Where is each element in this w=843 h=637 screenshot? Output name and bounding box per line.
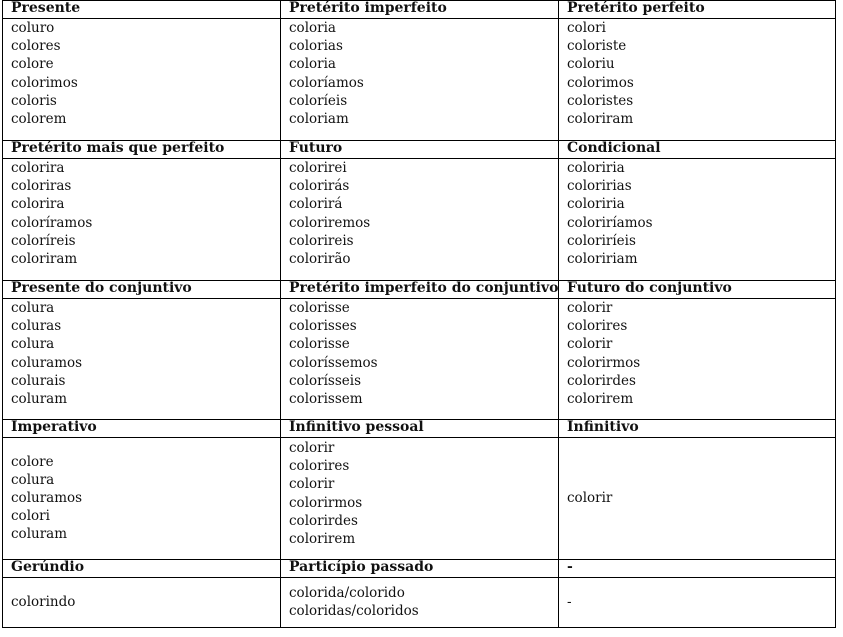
verb-form: colore [11,56,54,72]
verb-form: colorirei [289,160,347,176]
verb-form: colorir [289,476,335,492]
verb-form: colorias [289,38,343,54]
verb-form: colorirdes [567,373,636,389]
verb-form: coloríamos [289,75,364,91]
verb-form: colorirá [289,196,343,212]
verb-form: coloriremos [289,215,371,231]
verb-form: colorísseis [289,373,361,389]
verb-form: colorires [567,318,628,334]
verb-form: coloris [11,93,57,109]
verb-form: coluramos [11,355,83,371]
verb-form: colorir [567,336,613,352]
row-divider [2,158,836,159]
row-divider [2,298,836,299]
verb-form: coloríeis [289,93,348,109]
tense-header: Pretérito perfeito [567,0,705,16]
verb-form: colores [11,38,61,54]
verb-form: colorissem [289,391,363,407]
verb-form: colorirão [289,251,351,267]
verb-form: coloria [289,20,336,36]
verb-form: coloriríeis [567,233,636,249]
tense-header: Pretérito mais que perfeito [11,140,225,156]
verb-form: coloririas [567,178,632,194]
verb-form: colorirmos [289,495,363,511]
verb-form: colorira [11,196,65,212]
verb-form: colorida/colorido [289,585,405,601]
row-divider [2,437,836,438]
table-bottom-border [2,627,836,628]
verb-form: coloriste [567,38,627,54]
verb-form: coloriam [289,111,349,127]
verb-form: coloríreis [11,233,76,249]
tense-header: Pretérito imperfeito do conjuntivo [289,280,559,296]
tense-header: Pretérito imperfeito [289,0,447,16]
verb-form: coloristes [567,93,634,109]
verb-form: colura [11,472,55,488]
verb-form: coloria [289,56,336,72]
verb-form: colorirmos [567,355,641,371]
verb-form: coluram [11,391,68,407]
verb-form: colorir [567,300,613,316]
verb-form: colorisses [289,318,357,334]
column-divider [835,0,836,627]
verb-form: colorirdes [289,513,358,529]
verb-form: colura [11,300,55,316]
tense-header: Infinitivo [567,419,639,435]
verb-form: colorem [11,111,67,127]
tense-header: Condicional [567,140,661,156]
verb-form: - [567,594,572,610]
verb-form: colorimos [11,75,78,91]
verb-form: coluras [11,318,62,334]
row-divider [2,577,836,578]
verb-form: colorisse [289,300,350,316]
verb-form: colorirem [289,531,356,547]
verb-form: coloriram [567,111,634,127]
tense-header: Particípio passado [289,559,434,575]
verb-form: colorir [289,440,335,456]
verb-form: colorisse [289,336,350,352]
column-divider [558,0,559,627]
verb-form: colorira [11,160,65,176]
column-divider [2,0,3,627]
tense-header: Futuro [289,140,343,156]
verb-form: coloriria [567,196,625,212]
verb-form: coloriríamos [567,215,653,231]
tense-header: Futuro do conjuntivo [567,280,732,296]
verb-form: colore [11,454,54,470]
verb-form: coluramos [11,490,83,506]
verb-form: coloriu [567,56,615,72]
verb-form: colorimos [567,75,634,91]
row-divider [2,18,836,19]
verb-form: coloríramos [11,215,93,231]
verb-form: colori [567,20,606,36]
column-divider [280,0,281,627]
verb-form: coloriram [11,251,78,267]
verb-form: colorirás [289,178,350,194]
verb-form: colura [11,336,55,352]
verb-form: colorir [567,490,613,506]
verb-form: coloririam [567,251,638,267]
verb-form: colorirem [567,391,634,407]
tense-header: Presente do conjuntivo [11,280,192,296]
verb-form: colurais [11,373,66,389]
verb-form: coloriria [567,160,625,176]
tense-header: Infinitivo pessoal [289,419,424,435]
tense-header: Presente [11,0,81,16]
verb-form: colorires [289,458,350,474]
verb-form: coloridas/coloridos [289,603,419,619]
verb-form: coluram [11,526,68,542]
tense-header: Gerúndio [11,559,85,575]
verb-form: colorireis [289,233,354,249]
verb-form: colorindo [11,594,76,610]
tense-header: Imperativo [11,419,97,435]
verb-form: coluro [11,20,55,36]
verb-form: colori [11,508,50,524]
tense-header: - [567,559,573,575]
verb-form: coloríssemos [289,355,378,371]
verb-form: coloriras [11,178,72,194]
